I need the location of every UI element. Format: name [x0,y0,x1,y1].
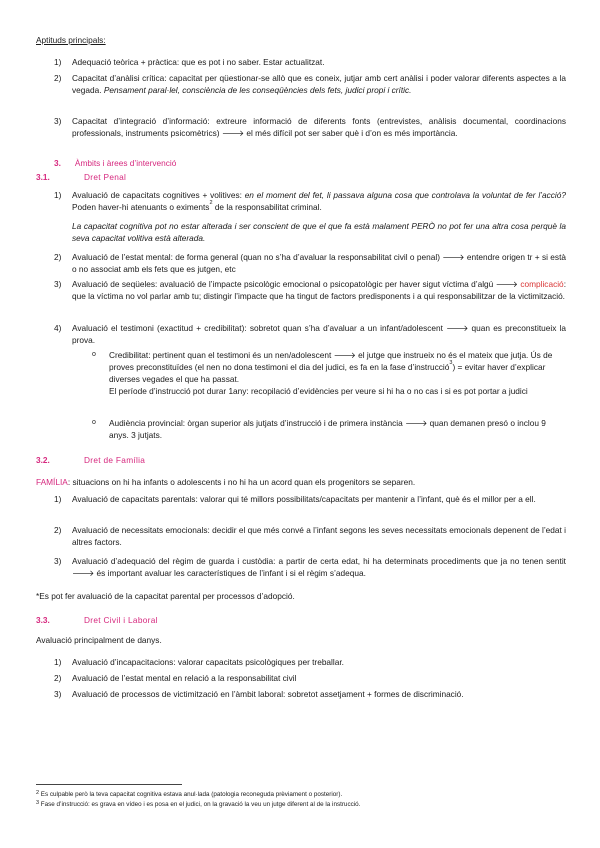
familia-item: Avaluació d’adequació del règim de guarda i custòdia: a partir de certa edat, hi ha determinats procediments que ja no tenen sentit 🡒 és important avaluar les característiques de l’infant i si el règim s’adequa. [72,556,566,579]
subsection-number: 3.3. [36,615,50,625]
subsection-title: Dret de Família [84,455,146,465]
penal-item: Avaluació de capacitats cognitives + volitives: en el moment del fet, li passava alguna cosa que controlava la voluntat de fer l’acció? Poden haver-hi atenuants o eximents$^2$ de la responsabilitat criminal. [72,190,566,213]
penal-item: Avaluació de l’estat mental: de forma general (quan no s’ha d’avaluar la responsabilitat civil o penal) 🡒 entendre origen tr + si està o no associat amb els fets que es jutgen, etc [72,252,566,275]
aptitud-number: 2) [54,73,62,83]
subsection-number: 3.2. [36,455,50,465]
familia-item-number: 3) [54,556,62,566]
civil-item-number: 1) [54,657,62,667]
footnote: $^2$ Es culpable però la teva capacitat cognitiva estava anul·lada (patologia reconeguda prèviament o posterior). [36,790,343,798]
bullet-marker: o [92,419,96,426]
familia-item-number: 2) [54,525,62,535]
penal-item-number: 4) [54,323,62,333]
aptitud-item: Adequació teòrica + pràctica: que es pot i no saber. Estar actualitzat. [72,57,325,67]
penal-note: La capacitat cognitiva pot no estar alterada i ser conscient de que el que fa està malament PERÒ no pot fer una altra cosa perquè la seva capacitat volitiva està alterada. [72,221,566,244]
penal-item: Avaluació de seqüeles: avaluació de l’impacte psicològic emocional o psicopatològic per haver sigut víctima d’algú 🡒 complicació: que la víctima no vol parlar amb tu; distingir l’impacte que ha tingut de factors predisponents i a qui responsabilitzar de la victimització. [72,279,566,302]
footnote-separator [36,784,182,785]
familia-item: Avaluació de capacitats parentals: valorar qui té millors possibilitats/capacitats per mantenir a l’infant, què és el millor per a ell. [72,494,536,504]
section-heading: 3. Àmbits i àrees d’intervenció [54,158,177,168]
aptitud-number: 1) [54,57,62,67]
bullet-marker: o [92,351,96,358]
subsection-title: Dret Penal [84,172,127,182]
aptitud-item: Capacitat d’integració d’informació: extreure informació de diferents fonts (entrevistes, anàlisis documental, coordinacions professionals, instruments psicomètrics) 🡒 el més difícil pot ser saber què i d’on es més importància. [72,116,566,139]
civil-item-number: 3) [54,689,62,699]
civil-item-number: 2) [54,673,62,683]
civil-intro: Avaluació principalment de danys. [36,635,162,645]
penal-item-number: 2) [54,252,62,262]
civil-item: Avaluació de processos de victimització en l’àmbit laboral: sobretot assetjament + formes de discriminació. [72,689,464,699]
penal-item-number: 1) [54,190,62,200]
aptituds-heading: Aptituds principals: [36,35,106,45]
subsection-title: Dret Civil i Laboral [84,615,158,625]
bullet-item: Credibilitat: pertinent quan el testimoni és un nen/adolescent 🡒 el jutge que instrueix no és el mateix que jutja. Ús de proves preconstituïdes (el nen no dona testimoni el dia del judici, es fa en la fase d’instrucció$^3$) = evitar haver d’explicar diverses vegades el que ha passat. El període d’instrucció pot durar 1any: recopilació d’evidències per veure si hi ha o no cas i si es pot portar a judici [109,350,553,397]
penal-item: Avaluació el testimoni (exactitud + credibilitat): sobretot quan s’ha d’avaluar a un infant/adolescent 🡒 quan es preconstitueix la prova. [72,323,566,346]
footnote: $^3$ Fase d’instrucció: es grava en vídeo i es posa en el judici, on la gravació la veu un jutge diferent al de la instrucció. [36,800,361,808]
civil-item: Avaluació d’incapacitacions: valorar capacitats psicològiques per treballar. [72,657,344,667]
bullet-item: Audiència provincial: òrgan superior als jutjats d’instrucció i de primera instància 🡒 quan demanen presó o inclou 9 anys. 3 jutjats. [109,418,546,441]
aptitud-number: 3) [54,116,62,126]
penal-item-number: 3) [54,279,62,289]
familia-item: Avaluació de necessitats emocionals: decidir el que més convé a l’infant segons les seves necessitats emocionals depenent de l’edat i altres factors. [72,525,566,548]
civil-item: Avaluació de l’estat mental en relació a la responsabilitat civil [72,673,297,683]
aptitud-item: Capacitat d’anàlisi crítica: capacitat per qüestionar-se allò que es coneix, jutjar amb cert anàlisi i poder valorar diferents aspectes a la vegada. Pensament paral·lel, consciència de les conseqüències dels fets, judici propi i crític. [72,73,566,96]
familia-item-number: 1) [54,494,62,504]
subsection-number: 3.1. [36,172,50,182]
familia-note: *Es pot fer avaluació de la capacitat parental per processos d’adopció. [36,591,295,601]
familia-intro: FAMÍLIA: situacions on hi ha infants o adolescents i no hi ha un acord quan els progenitors se separen. [36,477,416,487]
